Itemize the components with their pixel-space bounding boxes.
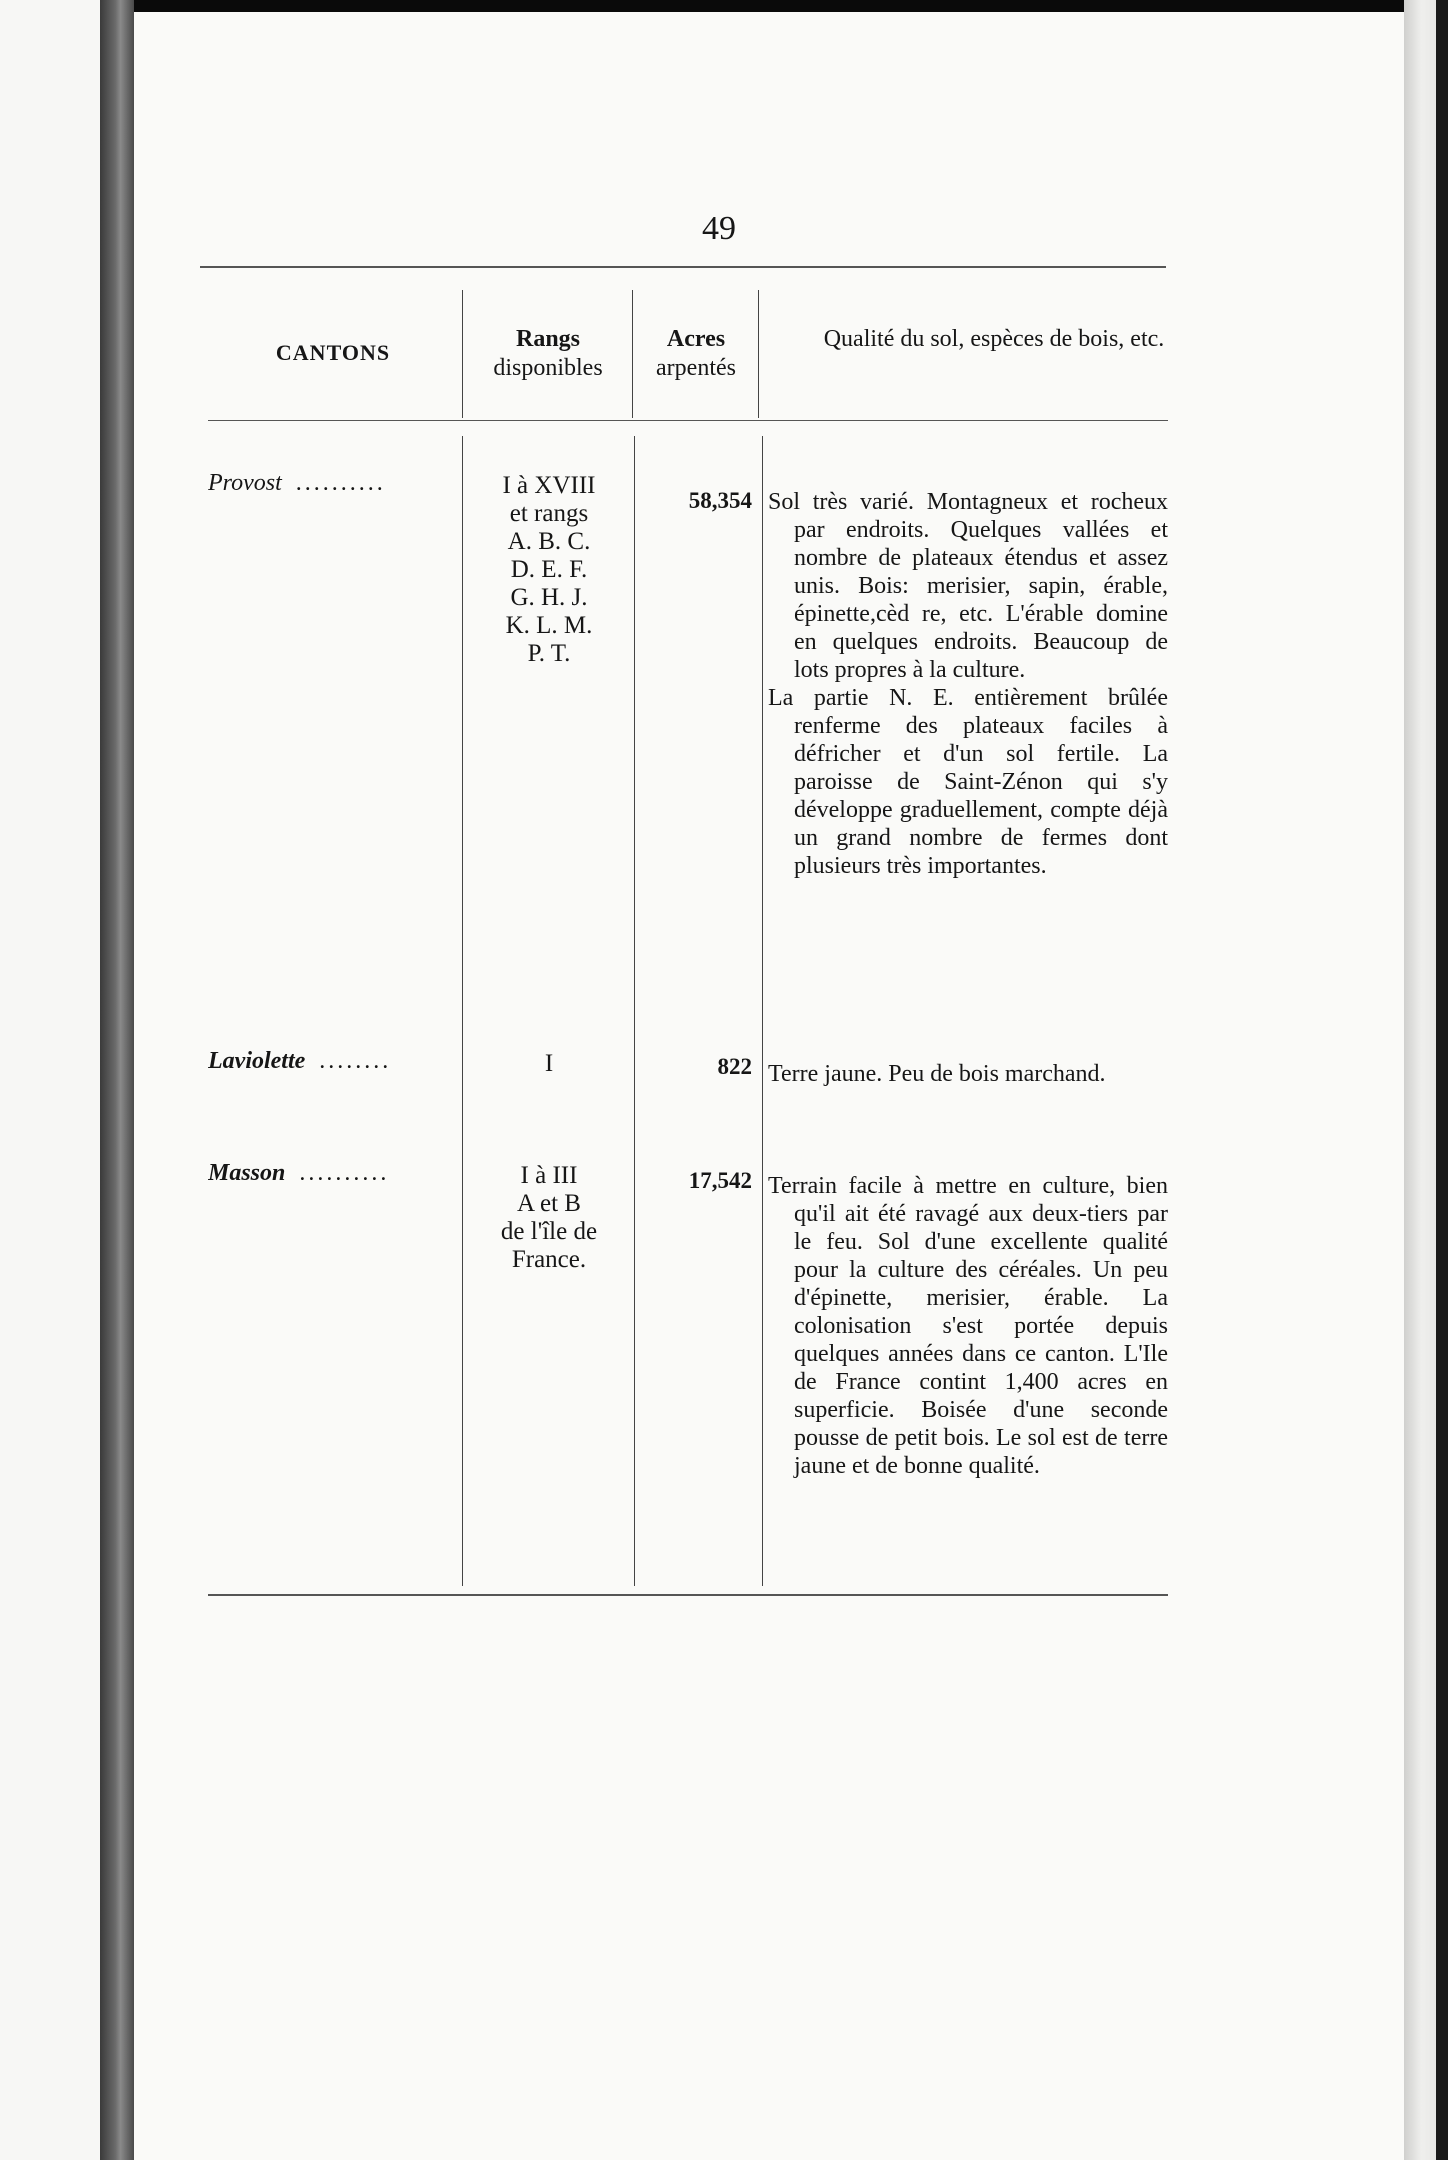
rang-line: G. H. J. bbox=[510, 584, 588, 611]
column-divider bbox=[462, 436, 463, 1586]
column-divider bbox=[634, 436, 635, 1586]
desc-laviolette bbox=[768, 1060, 1168, 1088]
rang-line: A. B. C. bbox=[507, 528, 591, 555]
canton-name: Masson bbox=[208, 1160, 286, 1186]
rang-line: I à III bbox=[520, 1162, 578, 1189]
desc-paragraph: Sol très varié. Montagneux et rocheux par endroits. Quelques vallées et nombre de plateaux étendus et assez unis. Bois: merisier, sapin, érable, épinette,cèd re, etc. L'érable domine en quelques endroits. Beaucoup de lots propres à la culture. bbox=[768, 489, 1168, 683]
header-qualite: Qualité du sol, espèces de bois, etc. bbox=[823, 326, 1165, 352]
acres-laviolette: 822 bbox=[717, 1054, 752, 1079]
rang-line: et rangs bbox=[509, 500, 589, 527]
rang-line: I bbox=[544, 1050, 554, 1077]
desc-paragraph: Terre jaune. Peu de bois marchand. bbox=[768, 1061, 1106, 1087]
rang-line: K. L. M. bbox=[505, 612, 593, 639]
header-acres-line1: Acres bbox=[666, 326, 726, 352]
rang-line: France. bbox=[511, 1246, 587, 1273]
desc-paragraph: Terrain facile à mettre en culture, bien qu'il ait été ravagé aux deux-tiers par le feu. Sol d'une excellente qualité pour la culture des céréales. Un peu d'épinette, merisier, érable. La colonisation s'est portée depuis quelques années dans ce canton. L'Ile de France contint 1,400 acres en superficie. Boisée d'une seconde pousse de petit bois. Le sol est de terre jaune et de bonne qualité. bbox=[768, 1173, 1168, 1479]
dot-leader: .......... bbox=[295, 470, 386, 496]
page-number: 49 bbox=[702, 210, 736, 247]
header-cantons: CANTONS bbox=[275, 340, 391, 365]
canton-laviolette bbox=[208, 1048, 456, 1075]
rangs-laviolette bbox=[468, 1050, 630, 1078]
header-divider bbox=[632, 290, 633, 418]
header-acres bbox=[636, 325, 756, 383]
top-rule bbox=[200, 266, 1166, 268]
canton-name: Laviolette bbox=[208, 1048, 306, 1074]
rang-line: D. E. F. bbox=[510, 556, 588, 583]
header-rule bbox=[208, 420, 1168, 421]
header-divider bbox=[462, 290, 463, 418]
column-divider bbox=[762, 436, 763, 1586]
rang-line: I à XVIII bbox=[502, 472, 596, 499]
book-spine bbox=[100, 0, 134, 2160]
page-edge-shadow bbox=[1436, 0, 1448, 2160]
dot-leader: .......... bbox=[299, 1160, 390, 1186]
canton-name: Provost bbox=[208, 470, 282, 496]
bottom-rule bbox=[208, 1594, 1168, 1596]
desc-masson bbox=[768, 1172, 1168, 1480]
acres-provost: 58,354 bbox=[688, 488, 752, 513]
header-rangs-line2: disponibles bbox=[493, 355, 603, 381]
canton-provost bbox=[208, 470, 456, 497]
rang-line: A et B bbox=[517, 1190, 581, 1217]
rangs-provost bbox=[468, 472, 630, 668]
header-acres-line2: arpentés bbox=[656, 355, 736, 381]
rangs-masson bbox=[468, 1162, 630, 1274]
rang-line: P. T. bbox=[527, 640, 571, 667]
acres-masson: 17,542 bbox=[688, 1168, 752, 1193]
header-rangs-line1: Rangs bbox=[515, 326, 581, 352]
desc-provost bbox=[768, 488, 1168, 880]
header-rangs bbox=[466, 325, 630, 383]
canton-masson bbox=[208, 1160, 456, 1187]
desc-paragraph: La partie N. E. entièrement brûlée renferme des plateaux faciles à défricher et d'un sol fertile. La paroisse de Saint-Zénon qui s'y développe graduellement, compte déjà un grand nombre de fermes dont plusieurs très importantes. bbox=[768, 685, 1168, 879]
facing-page-edge bbox=[0, 0, 100, 2160]
header-divider bbox=[758, 290, 759, 418]
dot-leader: ........ bbox=[319, 1048, 392, 1074]
book-page bbox=[134, 12, 1404, 2160]
rang-line: de l'île de bbox=[500, 1218, 598, 1245]
